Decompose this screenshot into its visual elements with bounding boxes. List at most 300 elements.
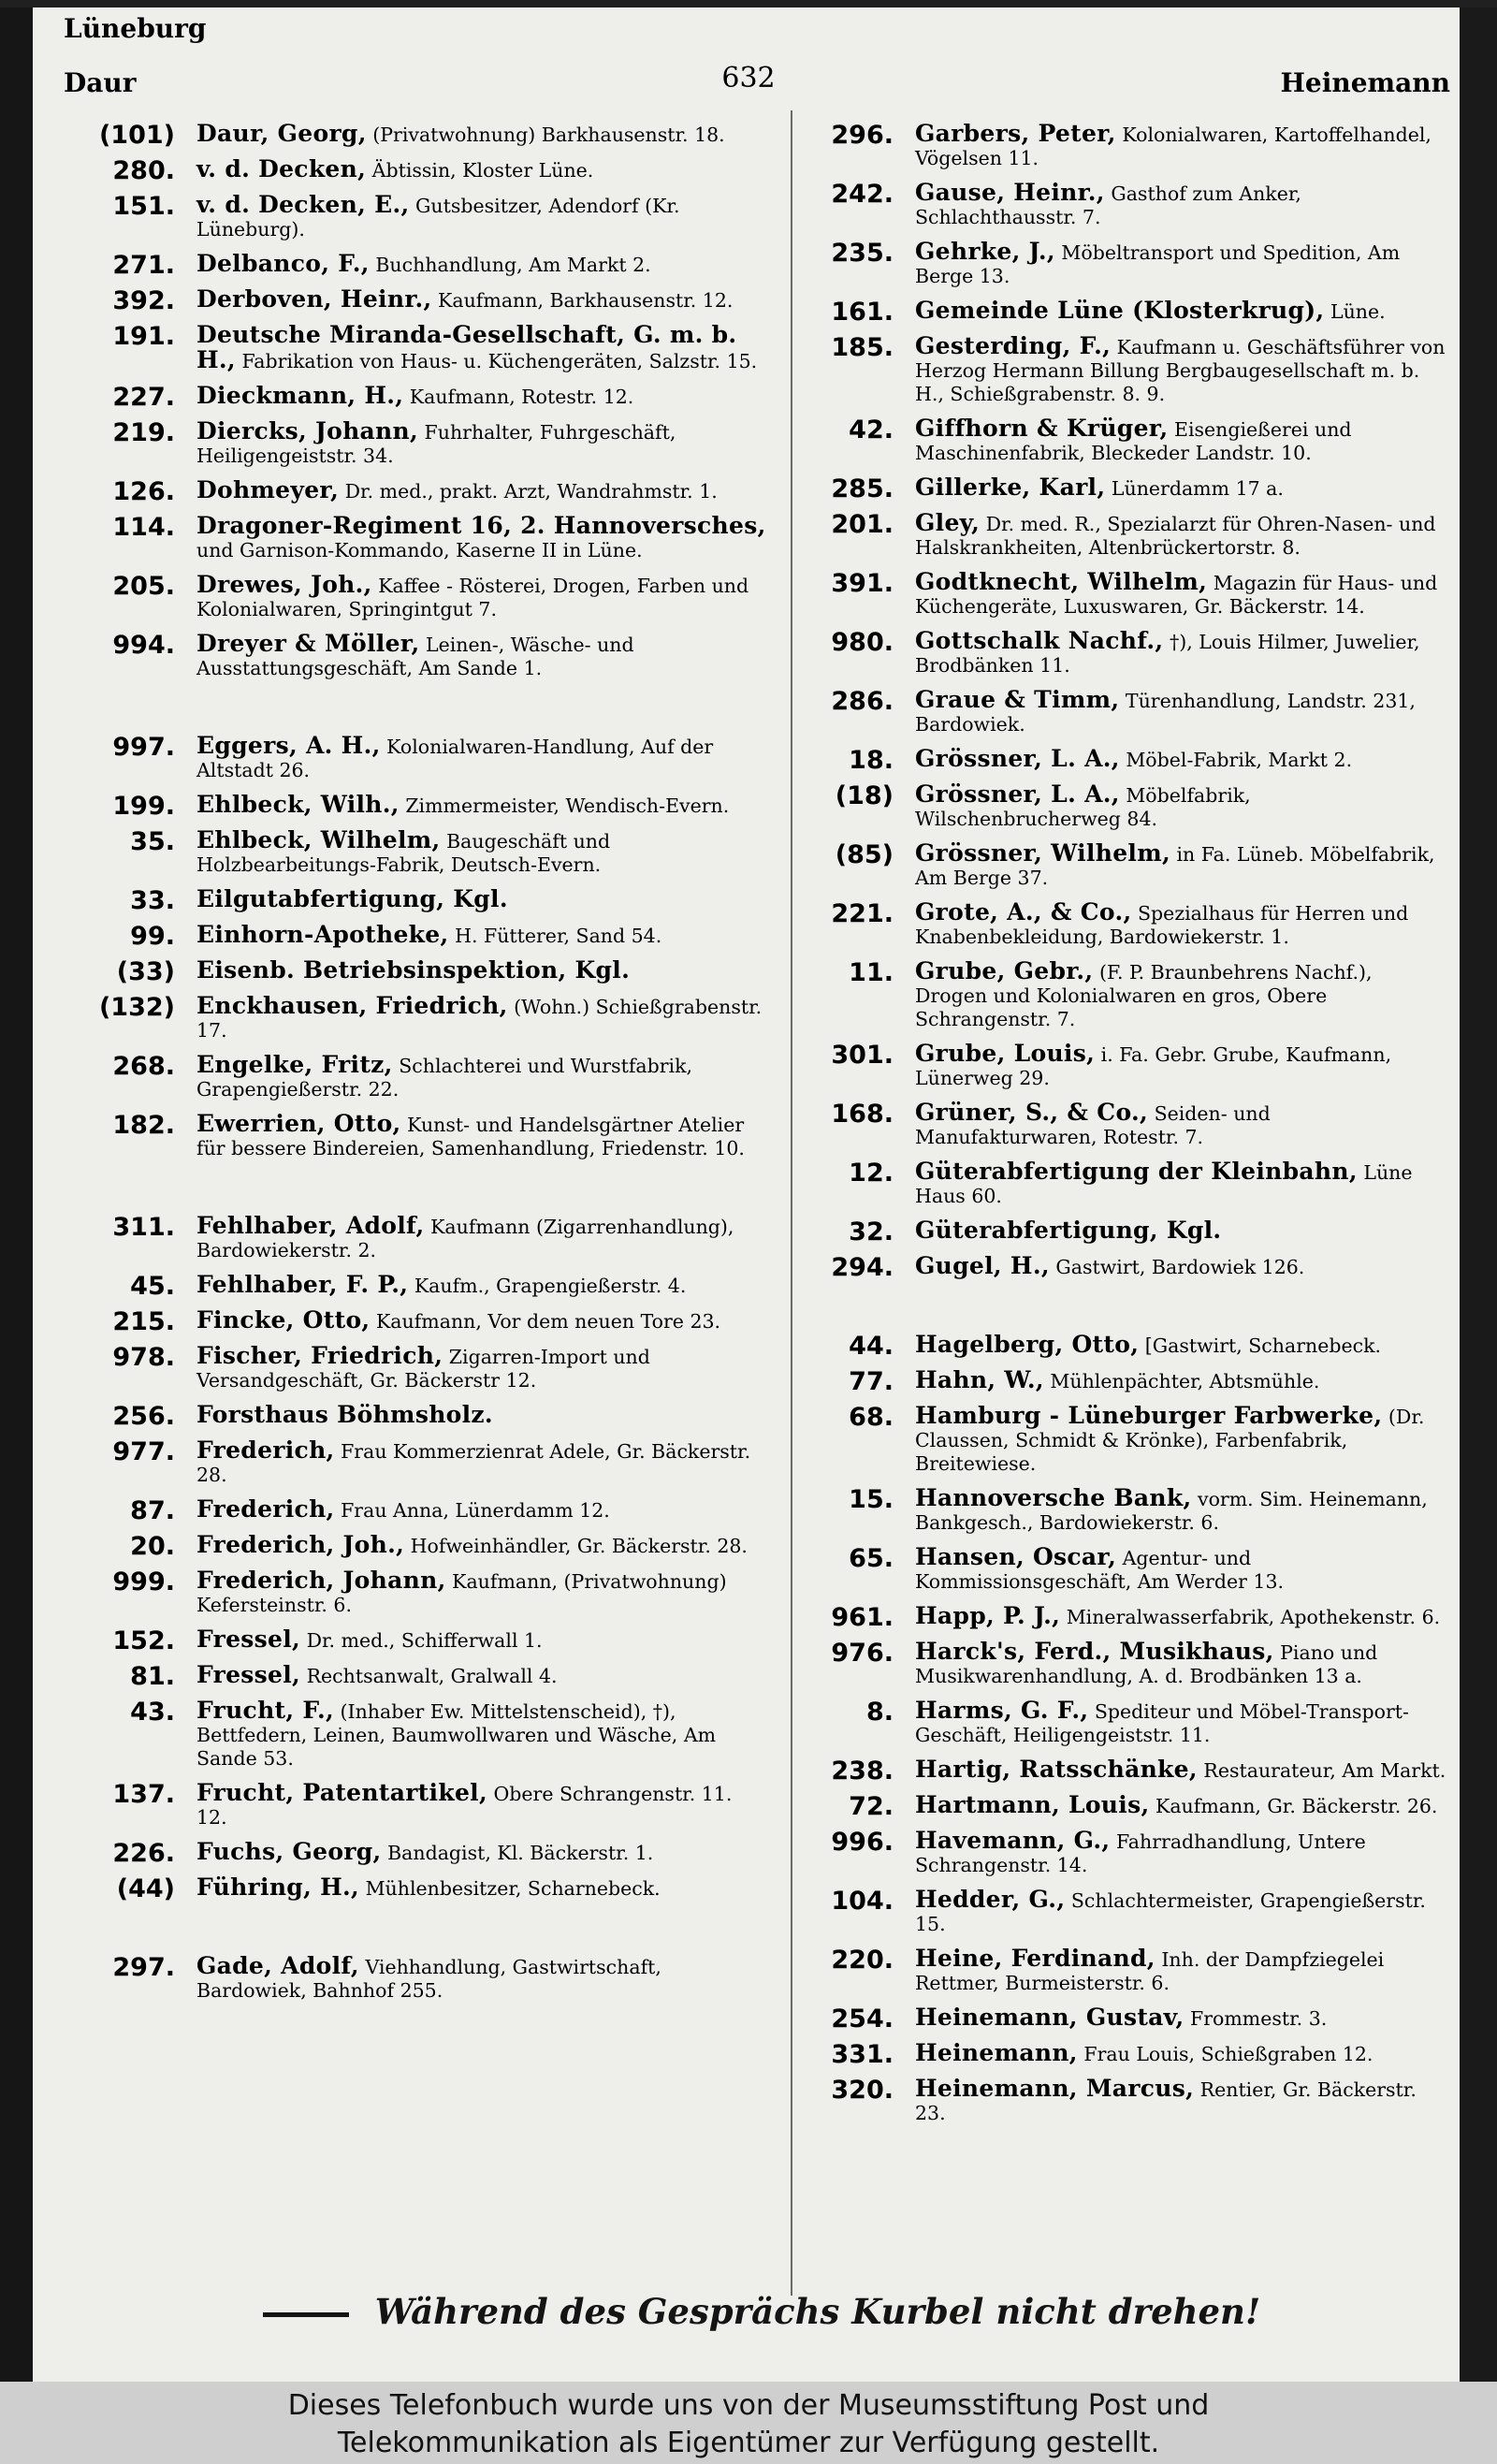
directory-entry <box>805 475 1450 501</box>
phone-number: 44. <box>849 1332 894 1361</box>
phone-number: 391. <box>831 569 894 598</box>
subscriber-name: Gley, <box>915 509 981 536</box>
phone-number: 978. <box>112 1343 175 1372</box>
phone-number: 219. <box>112 418 175 447</box>
directory-entry <box>86 1954 767 2003</box>
subscriber-details: vorm. Sim. Heinemann, Bankgesch., Bardowiekerstr. 6. <box>915 1488 1428 1534</box>
subscriber-name: Heinemann, Marcus, <box>915 2075 1195 2102</box>
subscriber-details: und Garnison-Kommando, Kaserne II in Lüne. <box>196 539 643 561</box>
phone-number: 392. <box>112 286 175 315</box>
directory-entry <box>805 782 1450 831</box>
subscriber-name: Gillerke, Karl, <box>915 474 1106 501</box>
subscriber-details: Fahrradhandlung, Untere Schrangenstr. 14. <box>915 1830 1366 1876</box>
subscriber-details: [Gastwirt, Scharnebeck. <box>1144 1334 1382 1357</box>
subscriber-details: Gutsbesitzer, Adendorf (Kr. Lüneburg). <box>196 195 680 241</box>
directory-entry <box>86 1344 767 1392</box>
directory-entry <box>86 1497 767 1523</box>
subscriber-name: Fuchs, Georg, <box>196 1838 382 1865</box>
subscriber-name: Dragoner-Regiment 16, 2. Hannoversches, <box>196 512 766 539</box>
subscriber-name: Grube, Gebr., <box>915 957 1094 984</box>
subscriber-details: Kaufmann u. Geschäftsführer von Herzog Hermann Billung Bergbaugesellschaft m. b. H., Schießgrabenstr. 8. 9. <box>915 336 1446 405</box>
directory-entry <box>805 122 1450 170</box>
directory-entry <box>86 476 767 506</box>
scan-border-top <box>0 0 1497 7</box>
directory-entry <box>86 632 767 680</box>
phone-number: 977. <box>112 1437 175 1466</box>
directory-entry <box>805 1756 1450 1786</box>
subscriber-details: Schlachtermeister, Grapengießerstr. 15. <box>915 1889 1426 1935</box>
directory-entry <box>805 2039 1450 2069</box>
directory-entry <box>805 1545 1450 1594</box>
directory-entry <box>86 1838 767 1868</box>
subscriber-name: Ehlbeck, Wilh., <box>196 791 400 818</box>
directory-entry <box>805 416 1450 465</box>
subscriber-details: Kolonialwaren, Kartoffelhandel, Vögelsen 11. <box>915 124 1432 169</box>
phone-number: 996. <box>831 1828 894 1857</box>
phone-number: (85) <box>835 840 894 869</box>
subscriber-details: †), Louis Hilmer, Juwelier, Brodbänken 11. <box>915 631 1420 677</box>
subscriber-details: Magazin für Haus- und Küchengeräte, Luxuswaren, Gr. Bäckerstr. 14. <box>915 572 1438 618</box>
phone-number: 126. <box>112 477 175 506</box>
directory-entry <box>805 297 1450 327</box>
subscriber-name: Grössner, L. A., <box>915 745 1120 772</box>
subscriber-name: Frederich, Johann, <box>196 1567 446 1594</box>
page-number: 632 <box>721 62 776 95</box>
phone-number: 976. <box>831 1639 894 1668</box>
phone-number: 999. <box>112 1567 175 1596</box>
caption-line-2: Telekommunikation als Eigentümer zur Verfügung gestellt. <box>337 2427 1160 2459</box>
subscriber-details: Gastwirt, Bardowiek 126. <box>1055 1256 1305 1278</box>
phone-number: 161. <box>831 298 894 327</box>
phone-number: 311. <box>112 1213 175 1242</box>
directory-entry <box>86 1661 767 1691</box>
subscriber-details: Restaurateur, Am Markt. <box>1203 1759 1446 1782</box>
subscriber-name: Hahn, W., <box>915 1366 1044 1393</box>
subscriber-details: Zigarren-Import und Versandgeschäft, Gr. Bäckerstr 12. <box>196 1346 650 1392</box>
subscriber-details: (Privatwohnung) Barkhausenstr. 18. <box>372 124 725 146</box>
subscriber-name: Fressel, <box>196 1661 301 1688</box>
subscriber-name: Eisenb. Betriebsinspektion, Kgl. <box>196 956 631 984</box>
subscriber-name: Garbers, Peter, <box>915 120 1116 147</box>
phone-number: 201. <box>831 510 894 539</box>
subscriber-details: Dr. med. R., Spezialarzt für Ohren-Nasen- und Halskrankheiten, Altenbrückertorstr. 8. <box>915 513 1436 559</box>
directory-entry <box>805 1699 1450 1747</box>
phone-number: 205. <box>112 572 175 601</box>
subscriber-details: (Dr. Claussen, Schmidt & Krönke), Farbenfabrik, Breitewiese. <box>915 1406 1425 1475</box>
subscriber-details: Lüne. <box>1330 300 1386 323</box>
phone-number: 227. <box>112 383 175 412</box>
subscriber-name: Grüner, S., & Co., <box>915 1099 1149 1126</box>
directory-entry <box>805 1946 1450 1995</box>
directory-entry <box>86 1531 767 1561</box>
subscriber-details: Möbeltransport und Spedition, Am Berge 13. <box>915 241 1401 287</box>
subscriber-name: Drewes, Joh., <box>196 571 372 598</box>
subscriber-details: Rentier, Gr. Bäckerstr. 23. <box>915 2078 1417 2124</box>
directory-entry <box>86 1568 767 1617</box>
subscriber-name: Diercks, Johann, <box>196 417 419 445</box>
subscriber-details: Möbel-Fabrik, Markt 2. <box>1126 749 1353 771</box>
directory-entry <box>805 841 1450 890</box>
subscriber-name: Gemeinde Lüne (Klosterkrug), <box>915 297 1325 324</box>
directory-entry <box>86 1699 767 1771</box>
directory-entry <box>86 1112 767 1160</box>
phone-number: 238. <box>831 1757 894 1786</box>
subscriber-details: Kaufmann (Zigarrenhandlung), Bardowiekerstr. 2. <box>196 1216 734 1261</box>
directory-entry <box>805 1331 1450 1361</box>
subscriber-name: Frederich, Joh., <box>196 1531 405 1558</box>
directory-entry <box>86 1401 767 1431</box>
subscriber-name: Güterabfertigung der Kleinbahn, <box>915 1158 1358 1185</box>
header-city: Lüneburg <box>64 13 207 44</box>
phone-number: 331. <box>831 2040 894 2069</box>
subscriber-name: Derboven, Heinr., <box>196 285 432 313</box>
subscriber-details: Rechtsanwalt, Gralwall 4. <box>306 1665 558 1687</box>
phone-number: 12. <box>849 1159 894 1188</box>
subscriber-name: Dohmeyer, <box>196 476 340 503</box>
directory-entry <box>86 193 767 241</box>
phone-number: 980. <box>831 628 894 657</box>
directory-entry <box>805 1829 1450 1877</box>
subscriber-name: Heinemann, Gustav, <box>915 2004 1185 2031</box>
phone-number: 254. <box>831 2005 894 2034</box>
subscriber-details: Spezialhaus für Herren und Knabenbekleidung, Bardowiekerstr. 1. <box>915 902 1409 948</box>
subscriber-details: Äbtissin, Kloster Lüne. <box>371 159 594 182</box>
phone-number: 42. <box>849 416 894 445</box>
subscriber-name: Frucht, Patentartikel, <box>196 1779 487 1806</box>
footer-notice-text: Während des Gesprächs Kurbel nicht drehen! <box>374 2291 1261 2332</box>
phone-number: 961. <box>831 1603 894 1632</box>
subscriber-name: Gause, Heinr., <box>915 179 1105 206</box>
directory-entry <box>86 885 767 915</box>
subscriber-name: Godtknecht, Wilhelm, <box>915 568 1208 595</box>
directory-entry <box>86 734 767 782</box>
subscriber-details: Kaufmann, (Privatwohnung) Kefersteinstr. 6. <box>196 1570 727 1616</box>
subscriber-details: Frau Kommerzienrat Adele, Gr. Bäckerstr. 28. <box>196 1440 751 1486</box>
phone-number: (33) <box>116 957 175 986</box>
subscriber-name: Gugel, H., <box>915 1252 1050 1279</box>
subscriber-name: Heinemann, <box>915 2039 1078 2066</box>
subscriber-details: Obere Schrangenstr. 11. 12. <box>196 1783 733 1829</box>
subscriber-name: Fressel, <box>196 1626 301 1653</box>
subscriber-name: Heine, Ferdinand, <box>915 1945 1155 1972</box>
directory-entry <box>805 1791 1450 1821</box>
directory-entry <box>86 1308 767 1334</box>
phone-number: 168. <box>831 1100 894 1129</box>
subscriber-name: Dieckmann, H., <box>196 382 404 409</box>
directory-entry <box>86 958 767 984</box>
subscriber-details: Bandagist, Kl. Bäckerstr. 1. <box>387 1842 654 1864</box>
subscriber-details: Seiden- und Manufakturwaren, Rotestr. 7. <box>915 1102 1271 1148</box>
subscriber-details: Inh. der Dampfziegelei Rettmer, Burmeisterstr. 6. <box>915 1948 1385 1994</box>
subscriber-details: Kaufmann, Barkhausenstr. 12. <box>438 289 734 312</box>
subscriber-name: Hannoversche Bank, <box>915 1484 1192 1511</box>
footer-dash-left <box>263 2312 349 2317</box>
subscriber-name: v. d. Decken, <box>196 155 367 182</box>
subscriber-name: Havemann, G., <box>915 1827 1111 1854</box>
subscriber-details: Dr. med., Schifferwall 1. <box>306 1629 543 1652</box>
subscriber-name: Grössner, Wilhelm, <box>915 839 1170 867</box>
directory-entry <box>805 570 1450 619</box>
subscriber-name: Frucht, F., <box>196 1697 334 1724</box>
directory-entry <box>86 994 767 1042</box>
directory-entry <box>86 791 767 821</box>
phone-number: 215. <box>112 1307 175 1336</box>
phone-number: 221. <box>831 899 894 928</box>
phone-number: 286. <box>831 687 894 716</box>
subscriber-name: Fehlhaber, Adolf, <box>196 1212 425 1239</box>
directory-entry <box>86 573 767 621</box>
subscriber-name: Gade, Adolf, <box>196 1952 359 1979</box>
directory-entry <box>86 921 767 951</box>
subscriber-details: Piano und Musikwarenhandlung, A. d. Brodbänken 13 a. <box>915 1641 1378 1687</box>
directory-entry <box>805 2004 1450 2034</box>
subscriber-details: Kaufmann, Gr. Bäckerstr. 26. <box>1155 1795 1438 1817</box>
directory-entry <box>805 1042 1450 1090</box>
directory-entry <box>805 1486 1450 1535</box>
subscriber-name: Engelke, Fritz, <box>196 1051 393 1078</box>
phone-number: 242. <box>831 180 894 209</box>
footer-notice <box>0 2291 1497 2332</box>
subscriber-name: Grube, Louis, <box>915 1040 1096 1067</box>
phone-number: 72. <box>849 1792 894 1821</box>
phone-number: 137. <box>112 1780 175 1809</box>
directory-entry <box>805 240 1450 288</box>
phone-number: 320. <box>831 2076 894 2105</box>
phone-number: 152. <box>112 1626 175 1655</box>
scan-border-left <box>0 0 33 2382</box>
subscriber-details: H. Fütterer, Sand 54. <box>455 925 662 947</box>
subscriber-details: Lüne Haus 60. <box>915 1161 1413 1207</box>
directory-entry <box>805 629 1450 678</box>
directory-entry <box>86 1214 767 1262</box>
phone-number: 220. <box>831 1946 894 1975</box>
subscriber-name: Gottschalk Nachf., <box>915 627 1164 654</box>
subscriber-name: Güterabfertigung, Kgl. <box>915 1217 1222 1244</box>
subscriber-details: Kolonialwaren-Handlung, Auf der Altstadt 26. <box>196 736 714 781</box>
directory-entry <box>805 900 1450 949</box>
subscriber-name: Fischer, Friedrich, <box>196 1342 443 1369</box>
directory-entry <box>86 1438 767 1487</box>
subscriber-details: Leinen-, Wäsche- und Ausstattungsgeschäft, Am Sande 1. <box>196 634 634 679</box>
phone-number: 18. <box>849 746 894 775</box>
phone-number: 182. <box>112 1111 175 1140</box>
right-column <box>805 122 1450 2136</box>
phone-number: 185. <box>831 333 894 362</box>
subscriber-details: Fuhrhalter, Fuhrgeschäft, Heiligengeiststr. 34. <box>196 421 676 467</box>
subscriber-details: Frau Anna, Lünerdamm 12. <box>341 1499 610 1522</box>
directory-entry <box>86 419 767 468</box>
left-column <box>86 122 767 2013</box>
subscriber-details: Zimmermeister, Wendisch-Evern. <box>405 795 730 817</box>
phone-number: 20. <box>130 1532 175 1561</box>
scan-border-right <box>1460 0 1497 2382</box>
phone-number: 271. <box>112 251 175 280</box>
phone-number: (101) <box>98 121 175 150</box>
subscriber-details: Baugeschäft und Holzbearbeitungs-Fabrik, Deutsch-Evern. <box>196 830 611 876</box>
phone-number: (18) <box>835 781 894 810</box>
subscriber-name: Einhorn-Apotheke, <box>196 921 449 948</box>
subscriber-name: Führing, H., <box>196 1874 360 1901</box>
subscriber-details: i. Fa. Gebr. Grube, Kaufmann, Lünerweg 29. <box>915 1043 1392 1089</box>
directory-entry <box>805 1217 1450 1247</box>
directory-entry <box>805 2077 1450 2125</box>
subscriber-details: Türenhandlung, Landstr. 231, Bardowiek. <box>915 690 1416 736</box>
caption-line-1: Dieses Telefonbuch wurde uns von der Museumsstiftung Post und <box>287 2389 1210 2422</box>
subscriber-details: Kaufmann, Rotestr. 12. <box>409 386 634 408</box>
subscriber-name: Ehlbeck, Wilhelm, <box>196 826 441 853</box>
subscriber-details: Gasthof zum Anker, Schlachthausstr. 7. <box>915 182 1301 228</box>
column-divider <box>791 110 792 2296</box>
phone-number: 280. <box>112 156 175 185</box>
section-gap <box>86 691 767 734</box>
subscriber-name: Frederich, <box>196 1495 335 1523</box>
subscriber-details: Frommestr. 3. <box>1190 2007 1328 2030</box>
section-gap <box>805 1290 1450 1333</box>
archive-caption <box>0 2382 1497 2464</box>
directory-entry <box>805 688 1450 736</box>
phone-number: 8. <box>865 1698 894 1727</box>
phone-number: 294. <box>831 1253 894 1282</box>
directory-entry <box>805 181 1450 229</box>
subscriber-name: Frederich, <box>196 1436 335 1464</box>
subscriber-name: Hagelberg, Otto, <box>915 1331 1140 1358</box>
phone-number: 997. <box>112 733 175 762</box>
subscriber-name: Hamburg - Lüneburger Farbwerke, <box>915 1402 1383 1429</box>
subscriber-details: Möbelfabrik, Wilschenbrucherweg 84. <box>915 784 1251 830</box>
phone-number: 87. <box>130 1496 175 1525</box>
phone-number: 65. <box>849 1544 894 1573</box>
subscriber-name: Hedder, G., <box>915 1886 1066 1913</box>
subscriber-details: Mühlenbesitzer, Scharnebeck. <box>365 1877 661 1900</box>
subscriber-details: (Wohn.) Schießgrabenstr. 17. <box>196 996 763 1042</box>
subscriber-details: Eisengießerei und Maschinenfabrik, Bleckeder Landstr. 10. <box>915 418 1352 464</box>
subscriber-details: Kaffee - Rösterei, Drogen, Farben und Kolonialwaren, Springintgut 7. <box>196 575 749 620</box>
subscriber-name: Dreyer & Möller, <box>196 630 420 657</box>
directory-entry <box>86 514 767 562</box>
directory-entry <box>805 1602 1450 1632</box>
phone-number: 151. <box>112 192 175 221</box>
directory-entry <box>86 1781 767 1830</box>
phone-number: 45. <box>130 1272 175 1301</box>
subscriber-name: Delbanco, F., <box>196 250 370 277</box>
section-gap <box>86 1911 767 1954</box>
subscriber-details: (Inhaber Ew. Mittelstenscheid), †), Bettfedern, Leinen, Baumwollwaren und Wäsche, Am Sande 53. <box>196 1700 717 1770</box>
subscriber-name: Forsthaus Böhmsholz. <box>196 1401 493 1428</box>
phone-number: 297. <box>112 1953 175 1982</box>
subscriber-name: Giffhorn & Krüger, <box>915 415 1169 442</box>
phone-number: 99. <box>130 922 175 951</box>
phone-number: 104. <box>831 1887 894 1916</box>
directory-entry <box>805 959 1450 1031</box>
subscriber-name: Gesterding, F., <box>915 332 1112 359</box>
phone-number: 32. <box>849 1217 894 1247</box>
subscriber-details: Kaufmann, Vor dem neuen Tore 23. <box>375 1310 721 1333</box>
directory-entry <box>805 1252 1450 1282</box>
phone-number: 11. <box>849 958 894 987</box>
phone-number: 15. <box>849 1485 894 1514</box>
directory-entry <box>86 287 767 313</box>
directory-entry <box>805 1640 1450 1688</box>
subscriber-name: Daur, Georg, <box>196 120 367 147</box>
directory-entry <box>86 382 767 412</box>
directory-entry <box>86 155 767 185</box>
phone-number: 68. <box>849 1403 894 1432</box>
subscriber-details: Kaufm., Grapengießerstr. 4. <box>414 1275 687 1297</box>
phone-number: (132) <box>98 993 175 1022</box>
subscriber-name: Eggers, A. H., <box>196 732 381 759</box>
phone-number: 199. <box>112 792 175 821</box>
directory-entry <box>86 250 767 280</box>
directory-entry <box>86 828 767 877</box>
subscriber-details: Schlachterei und Wurstfabrik, Grapengießerstr. 22. <box>196 1055 693 1101</box>
directory-entry <box>86 1627 767 1653</box>
subscriber-details: Spediteur und Möbel-Transport-Geschäft, Heiligengeiststr. 11. <box>915 1700 1409 1746</box>
phone-number: 43. <box>130 1698 175 1727</box>
directory-entry <box>86 1875 767 1901</box>
phone-number: 81. <box>130 1662 175 1691</box>
subscriber-name: Eilgutabfertigung, Kgl. <box>196 885 508 912</box>
subscriber-name: Deutsche Miranda-Gesellschaft, G. m. b. H., <box>196 321 737 373</box>
subscriber-name: Harms, G. F., <box>915 1697 1089 1724</box>
subscriber-name: Graue & Timm, <box>915 686 1120 713</box>
subscriber-details: Frau Louis, Schießgraben 12. <box>1083 2043 1373 2065</box>
directory-entry <box>805 1888 1450 1936</box>
phone-number: 301. <box>831 1041 894 1070</box>
section-gap <box>86 1171 767 1214</box>
subscriber-name: Hartig, Ratsschänke, <box>915 1756 1198 1783</box>
directory-entry <box>805 1404 1450 1476</box>
phone-number: 191. <box>112 322 175 351</box>
subscriber-name: v. d. Decken, E., <box>196 191 410 218</box>
header-first-name: Daur <box>64 67 137 98</box>
directory-entry <box>805 745 1450 775</box>
subscriber-details: in Fa. Lüneb. Möbelfabrik, Am Berge 37. <box>915 843 1435 889</box>
subscriber-name: Hansen, Oscar, <box>915 1543 1117 1570</box>
subscriber-name: Fincke, Otto, <box>196 1306 371 1334</box>
subscriber-name: Fehlhaber, F. P., <box>196 1271 409 1298</box>
phone-number: 268. <box>112 1052 175 1081</box>
phone-number: 114. <box>112 513 175 542</box>
header-last-name: Heinemann <box>1280 67 1450 98</box>
subscriber-details: Buchhandlung, Am Markt 2. <box>375 254 651 276</box>
subscriber-details: Lünerdamm 17 a. <box>1111 477 1284 500</box>
directory-entry <box>86 120 767 150</box>
subscriber-details: Fabrikation von Haus- u. Küchengeräten, Salzstr. 15. <box>241 350 758 372</box>
subscriber-name: Happ, P. J., <box>915 1602 1061 1629</box>
directory-entry <box>86 1053 767 1101</box>
phone-number: 33. <box>130 886 175 915</box>
subscriber-details: Mineralwasserfabrik, Apothekenstr. 6. <box>1066 1606 1441 1628</box>
directory-entry <box>805 511 1450 560</box>
subscriber-name: Gehrke, J., <box>915 238 1055 265</box>
subscriber-details: Mühlenpächter, Abtsmühle. <box>1050 1370 1320 1392</box>
directory-entry <box>805 1159 1450 1208</box>
subscriber-details: (F. P. Braunbehrens Nachf.), Drogen und Kolonialwaren en gros, Obere Schrangenstr. 7. <box>915 961 1373 1030</box>
phone-number: 35. <box>130 827 175 856</box>
directory-entry <box>86 1271 767 1301</box>
subscriber-details: Kunst- und Handelsgärtner Atelier für bessere Bindereien, Samenhandlung, Friedenstr. 10. <box>196 1114 745 1159</box>
directory-entry <box>805 1366 1450 1396</box>
subscriber-name: Grote, A., & Co., <box>915 898 1132 926</box>
phone-number: 285. <box>831 474 894 503</box>
phone-number: 226. <box>112 1839 175 1868</box>
phone-number: 994. <box>112 631 175 660</box>
subscriber-details: Dr. med., prakt. Arzt, Wandrahmstr. 1. <box>344 480 718 503</box>
phone-number: 77. <box>849 1367 894 1396</box>
subscriber-name: Harck's, Ferd., Musikhaus, <box>915 1638 1274 1665</box>
phone-number: 235. <box>831 239 894 268</box>
subscriber-name: Ewerrien, Otto, <box>196 1110 401 1137</box>
